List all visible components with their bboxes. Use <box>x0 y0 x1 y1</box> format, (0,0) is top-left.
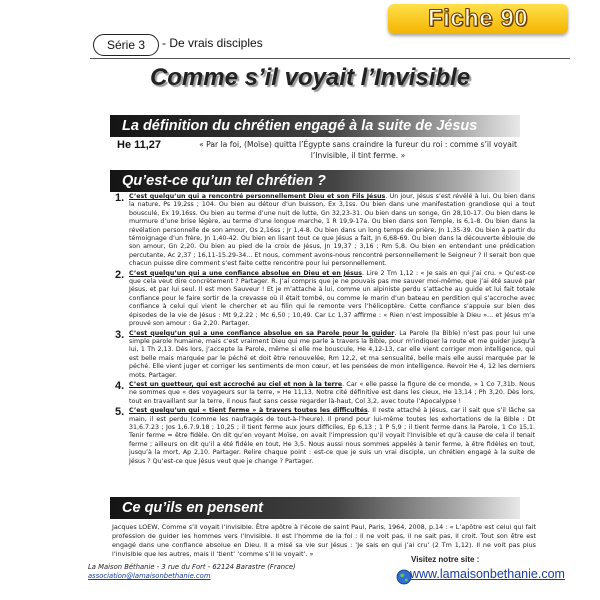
list-item <box>115 407 535 466</box>
item-lead: C’est un guetteur, qui est accroché au ciel et non à la terre <box>129 380 343 388</box>
verse-quote: « Par la foi, (Moïse) quitta l’Égypte sans craindre la fureur du roi : comme s’il voyait l’Invisible, il tint ferme. » <box>199 140 517 160</box>
item-number: 5. <box>115 406 125 419</box>
website-link[interactable]: www.lamaisonbethanie.com <box>410 567 565 581</box>
serie-subtitle: - De vrais disciples <box>162 36 263 50</box>
verse-reference: He 11,27 <box>117 139 162 151</box>
footer-address: La Maison Béthanie - 3 rue du Fort - 62124 Barastre (France) <box>88 563 296 571</box>
list-item <box>115 270 535 329</box>
bibliographic-quote: Jacques LOEW, Comme s’il voyait l’invisible. Être apôtre à l’école de saint Paul, Paris, 1964, 2008, p.14 : « L’apôtre est celui qui fait profession de guider les hommes vers l’Invisible. Il est l’homme de la foi : il ne voit pas, il ne sait pas, il croit. Tout son être est engagé dans une confiance absolue en Dieu. Il a misé sa vie sur Jésus : ‘Je sais en qui j’ai cru’ (2 Tm 1,12). Il ne voit pas plus l’invisible que les autres, mais il ‘tient’ ‘comme s’il le voyait’. » <box>112 523 536 558</box>
serie-label: Série 3 <box>93 34 159 56</box>
item-text: . Il reste attaché à Jésus, car il sait que s’il lâche sa main, il est perdu (comme les naufragés de tout-à-l’heure). Il prend pour lui-même toutes les exhortations de la Bible : Dt 31,6.7.23 ; Jos 1,6.7.9.18 ; 10,25 ; il tient ferme aux jours difficiles, Ep 6,13 ; 1 P 5,9 ; il tient ferme dans la Parole, 1 Co 15,1. Tenir ferme = être fidèle. On dit qu’en voyant Moïse, on avait l’impression qu’il voyait l’Invisible et qu’à cause de cela il tenait ferme ; ailleurs on dit qu’il a été fidèle en tout, He 3,5. Nous aussi nous sommes appelés à tenir ferme, à être fidèles en tout, jusqu’à la mort, Ap 2,10. Partager. Relire chaque point : est-ce que je suis un vrai disciple, un chrétien engagé à la suite de Jésus ? Qu’est-ce que Jésus veut que je change ? Partager. <box>129 407 535 465</box>
item-number: 2. <box>115 268 125 281</box>
list-item <box>115 381 535 406</box>
header-divider <box>90 58 570 59</box>
item-lead: C’est quelqu’un qui a rencontré personnellement Dieu et son Fils Jésus <box>129 193 386 200</box>
item-number: 3. <box>115 328 125 341</box>
list-item <box>115 330 535 380</box>
section-question-heading: Qu’est-ce qu’un tel chrétien ? <box>110 170 520 192</box>
item-text: . Lire 2 Tm 1,12 : « Je sais en qui j’ai cru. » Qu’est-ce que cela veut dire concrètement ? Partager. R. J’ai compris que je ne pouvais pas me sauver moi-même, que j’ai été sauvé par Jésus, et par lui seul. Il est mon Sauveur ! Et je m’attache à lui, comme un alpiniste perdu s’attache au guide et lui fait totale confiance pour le faire sortir de la crevasse où il était tombé, ou comme le marin d’un bateau en perdition qui s’accroche avec confiance à celui qui vient le chercher et au filin qui le remonte vers l’hélicoptère. Cette confiance s’appuie sur bien des épisodes de la vie de Jésus : Mt 9,2.22 ; Mc 6,50 ; 10,49. Car Lc 1,37 affirme : « Rien n’est impossible à Dieu »... et Jésus m’a prouvé son amour : Ga 2,20. Partager. <box>129 269 535 328</box>
item-text: . La Parole (la Bible) n’est pas pour lui une simple parole humaine, mais c’est vraiment Dieu qui me parle à travers la Bible, pour m’indiquer la route et me guider jusqu’à lui, 1 Th 2,13. Dès lors, j’accepte la Parole, même si elle me bouscule, He 4,12-13, car elle vient corriger mon intelligence, qui est belle mais marquée par le péché et doit être renouvelée, Rm 12,2, et ma sensualité, belle mais elle aussi marquée par le péché. Elle vient juger et corriger les sentiments de mon cœur, et les pensées de mon intelligence. Revoir He 4, 12 les derniers mots. Partager. <box>129 329 536 379</box>
section-pensent-heading: Ce qu’ils en pensent <box>110 497 520 519</box>
item-lead: C’est quelqu’un qui « tient ferme » à travers toutes les difficultés <box>129 407 368 415</box>
item-number: 1. <box>115 192 125 204</box>
item-lead: C’est quelqu’un qui a une confiance absolue en sa Parole pour le guider <box>129 329 395 337</box>
footer-email-link[interactable]: association@lamaisonbethanie.com <box>88 572 211 580</box>
item-text: . Car « elle passe la figure de ce monde, » 1 Co 7,31b. Nous ne sommes que « des voyageurs sur la terre, » He 11,13. Notre cité définitive est dans les cieux, He 13,14 ; Ph 3,20. Dès lors, tout en travaillant sur la terre, il nous faut sans cesse regarder là-haut, Col 3,2, avec toute l’Apocalypse ! <box>129 380 535 405</box>
item-lead: C’est quelqu’un qui a une confiance absolue en Dieu et en Jésus <box>129 269 363 277</box>
page-title: Comme s’il voyait l’Invisible <box>149 64 471 91</box>
fiche-badge <box>388 4 568 34</box>
item-text: . Un jour, Jésus s’est révélé à lui. Ou bien dans la nature, Ps 19,2ss ; 104. Ou bien au détour d’un buisson, Ex 3,1ss. Ou bien dans une manifestation grandiose qui a tout bousculé, Ex 19,16ss. Ou bien au terme d’une nuit de lutte, Gn 32,23-31. Ou bien dans un songe, Gn 28,10-17. Ou bien dans le murmure d’une brise légère, au terme d’une longue marche, 1 R 19,9-17a. Ou bien dans son Temple, Is 6,1-8. Ou bien dans la révélation personnelle de son amour, Os 2,16ss ; Jr 1,4-8. Ou bien dans un long temps de prière, Jn 1,35-39. Ou bien à partir du témoignage d’un frère, Jn 1,40-42. Ou bien en lisant tout ce que Jésus a fait, Jn 6,68-69. Ou bien dans la découverte éblouie de son amour, Gn 2,20. Ou bien au pied de la croix de Jésus, Jn 19,37 ; 3,16 ; Rm 5,8. Ou bien en entendant une prédication percutante, Ac 2,37 ; 16,11-15.29-34... Et nous, comment avons-nous rencontré personnellement le Seigneur ? Il serait bon que chacun puisse dire comment s’est faite cette rencontre pour lui personnellement. <box>129 193 535 268</box>
fiche-number: Fiche 90 <box>427 5 529 32</box>
item-number: 4. <box>115 379 125 392</box>
visit-label: Visitez notre site : <box>411 555 480 564</box>
footer-address-block <box>88 563 348 581</box>
list-item <box>115 193 535 269</box>
points-list <box>115 193 535 467</box>
section-definition-heading: La définition du chrétien engagé à la suite de Jésus <box>110 115 520 137</box>
